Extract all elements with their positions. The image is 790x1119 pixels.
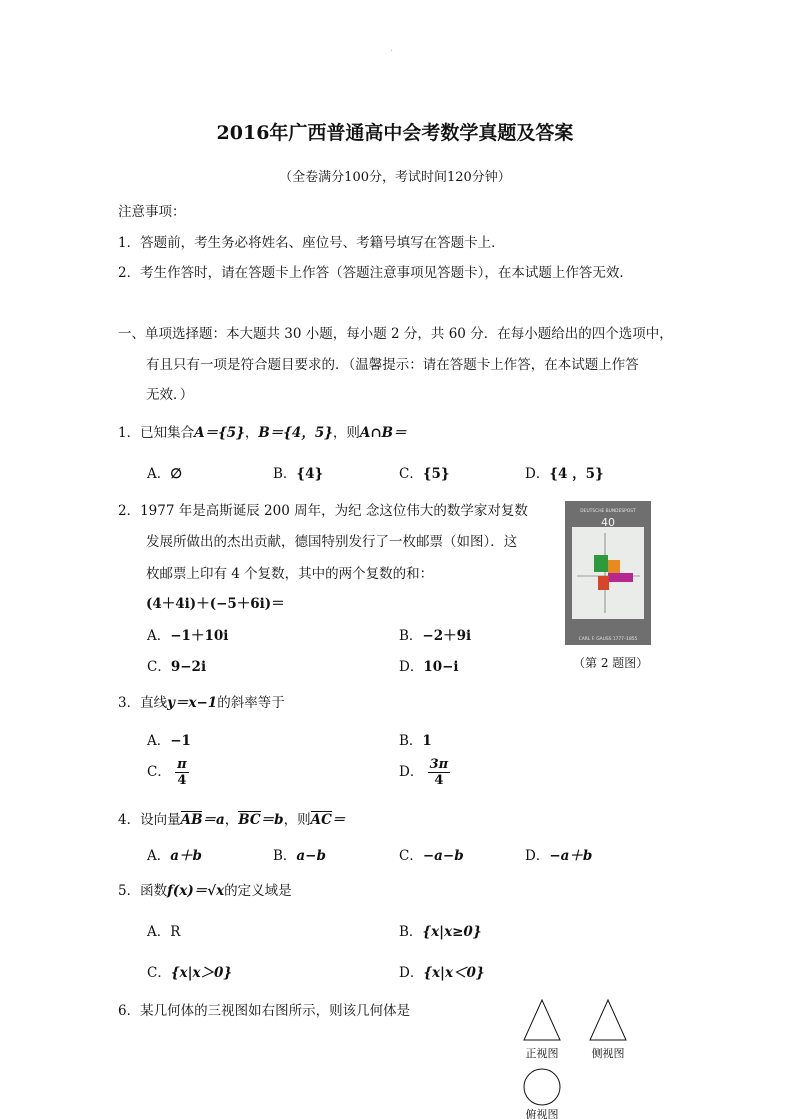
section-heading-line3: 无效．） xyxy=(146,387,194,403)
page-title: 2016年广西普通高中会考数学真题及答案 xyxy=(216,122,574,144)
option-label: D． xyxy=(525,466,550,482)
q1-option-c xyxy=(399,462,450,482)
question-4-stem xyxy=(118,808,345,828)
fraction-numerator: 3π xyxy=(429,757,449,772)
q3-option-a xyxy=(147,729,191,749)
option-value: R xyxy=(170,924,181,940)
stamp-green-square xyxy=(594,555,608,572)
stamp-bottom-text: CARL F. GAUSS 1777–1855 xyxy=(578,637,638,642)
fraction-numerator: π xyxy=(177,757,187,772)
option-value: {4} xyxy=(296,466,324,482)
section-heading: 一、单项选择题：本大题共 30 小题，每小题 2 分，共 60 分．在每小题给出的四个选项中， xyxy=(118,326,673,342)
q3-prefix: 3．直线 xyxy=(118,695,168,711)
option-label: C． xyxy=(147,764,171,780)
q5-option-b xyxy=(399,920,482,940)
option-label: B． xyxy=(273,466,297,482)
option-value: {5} xyxy=(422,466,450,482)
option-value: ∅ xyxy=(170,466,183,482)
q1-set-b: B＝{4，5} xyxy=(258,425,333,441)
q4-option-b xyxy=(273,844,326,864)
front-view-label: 正视图 xyxy=(525,1047,559,1060)
q3-expression: y＝x−1 xyxy=(167,695,218,711)
q1-option-d xyxy=(525,462,604,482)
q2-option-d xyxy=(399,655,459,675)
header-mark: · xyxy=(390,46,394,57)
notes-item: 1．答题前，考生务必将姓名、座位号、考籍号填写在答题卡上． xyxy=(118,235,505,251)
q5-prefix: 5．函数 xyxy=(118,883,168,899)
option-value: −1＋10i xyxy=(170,628,229,644)
option-value: −a−b xyxy=(422,848,464,864)
question-1-stem xyxy=(118,421,407,441)
q4-option-c xyxy=(399,844,464,864)
option-label: C． xyxy=(399,848,423,864)
q5-option-a xyxy=(147,920,180,940)
option-value: 1 xyxy=(422,733,432,749)
page-subtitle: （全卷满分100分，考试时间120分钟） xyxy=(279,170,511,185)
option-fraction xyxy=(428,757,451,788)
top-view-circle xyxy=(524,1069,560,1105)
option-value: {x|x≥0} xyxy=(422,924,482,940)
q1-expression: A∩B＝ xyxy=(359,425,407,441)
top-view-label: 俯视图 xyxy=(525,1108,559,1119)
question-2-stem: 2．1977 年是高斯诞辰 200 周年，为纪 念这位伟大的数学家对复数 xyxy=(118,503,528,519)
option-label: A． xyxy=(147,733,171,749)
notes-heading: 注意事项： xyxy=(118,204,186,220)
fraction-denominator: 4 xyxy=(177,773,187,788)
q1-set-a: A＝{5} xyxy=(194,425,245,441)
option-label: B． xyxy=(399,733,423,749)
question-2-stem-line2: 发展所做出的杰出贡献，德国特别发行了一枚邮票（如图）．这 xyxy=(146,534,518,550)
side-view-triangle xyxy=(590,1000,626,1040)
option-label: B． xyxy=(273,848,297,864)
q4-eq-b: ＝b xyxy=(260,812,284,828)
question-2-stem-line3: 枚邮票上印有 4 个复数，其中的两个复数的和： xyxy=(146,566,434,582)
stamp-caption: （第 2 题图） xyxy=(573,656,649,670)
q4-eq-a: ＝a xyxy=(202,812,225,828)
q5-option-c xyxy=(147,961,232,981)
stamp-orange-square xyxy=(608,560,620,574)
stamp-value: 40 xyxy=(601,516,615,529)
option-label: A． xyxy=(147,848,171,864)
q1-option-b xyxy=(273,462,323,482)
stamp-red-square xyxy=(598,576,609,590)
option-value: 10−i xyxy=(423,659,459,675)
option-value: −2＋9i xyxy=(422,628,472,644)
q2-expression: (4＋4i)＋(−5＋6i)＝ xyxy=(146,596,285,612)
q4-option-a xyxy=(147,844,202,864)
front-view-triangle xyxy=(524,1000,560,1040)
q3-option-c xyxy=(147,757,189,788)
question-6-stem: 6．某几何体的三视图如右图所示，则该几何体是 xyxy=(118,1003,411,1019)
q3-option-d xyxy=(399,757,450,788)
q2-option-b xyxy=(399,624,471,644)
option-label: C． xyxy=(147,659,171,675)
q5-expression: f(x)＝√x xyxy=(167,883,225,899)
option-label: A． xyxy=(147,628,171,644)
option-label: D． xyxy=(399,965,424,981)
q2-option-c xyxy=(147,655,206,675)
option-label: A． xyxy=(147,924,171,940)
option-value: −1 xyxy=(170,733,191,749)
fraction-denominator: 4 xyxy=(434,773,444,788)
q4-prefix: 4．设向量 xyxy=(118,812,181,828)
option-fraction xyxy=(175,757,189,788)
q4-eq: ＝ xyxy=(331,812,346,828)
option-value: a−b xyxy=(296,848,326,864)
question-5-stem xyxy=(118,879,292,899)
q1-sep: ，则 xyxy=(332,425,360,441)
section-heading-line2: 有且只有一项是符合题目要求的．（温馨提示：请在答题卡上作答，在本试题上作答 xyxy=(146,357,639,373)
q4-option-d xyxy=(525,844,592,864)
option-value: {x|x＜0} xyxy=(423,965,485,981)
q2-option-a xyxy=(147,624,228,644)
q5-suffix: 的定义域是 xyxy=(224,883,292,899)
q5-option-d xyxy=(399,961,485,981)
option-value: 9−2i xyxy=(170,659,207,675)
option-value: −a＋b xyxy=(549,848,593,864)
vector-ac: AC xyxy=(310,812,332,828)
option-value: {x|x＞0} xyxy=(170,965,233,981)
option-label: D． xyxy=(399,659,424,675)
option-label: A． xyxy=(147,466,171,482)
notes-item: 2．考生作答时，请在答题卡上作答（答题注意事项见答题卡），在本试题上作答无效． xyxy=(118,265,633,281)
q3-option-b xyxy=(399,729,432,749)
option-label: B． xyxy=(399,628,423,644)
q1-sep: ， xyxy=(244,425,259,441)
vector-ab: AB xyxy=(180,812,203,828)
three-view-diagram xyxy=(518,996,638,1119)
q4-sep: ，则 xyxy=(283,812,311,828)
question-3-stem xyxy=(118,691,285,711)
option-value: {4 ，5} xyxy=(549,466,604,482)
vector-bc: BC xyxy=(238,812,261,828)
option-label: D． xyxy=(399,764,424,780)
option-label: C． xyxy=(399,466,423,482)
stamp-top-text: DEUTSCHE BUNDESPOST xyxy=(580,509,636,514)
option-label: C． xyxy=(147,965,171,981)
option-value: a＋b xyxy=(170,848,202,864)
q4-sep: ， xyxy=(224,812,239,828)
option-label: B． xyxy=(399,924,423,940)
side-view-label: 侧视图 xyxy=(591,1047,625,1060)
stamp-magenta-bar xyxy=(608,573,633,582)
q3-suffix: 的斜率等于 xyxy=(217,695,285,711)
q1-option-a xyxy=(147,462,182,482)
gauss-stamp-image xyxy=(565,501,651,645)
option-label: D． xyxy=(525,848,550,864)
q1-prefix: 1．已知集合 xyxy=(118,425,195,441)
